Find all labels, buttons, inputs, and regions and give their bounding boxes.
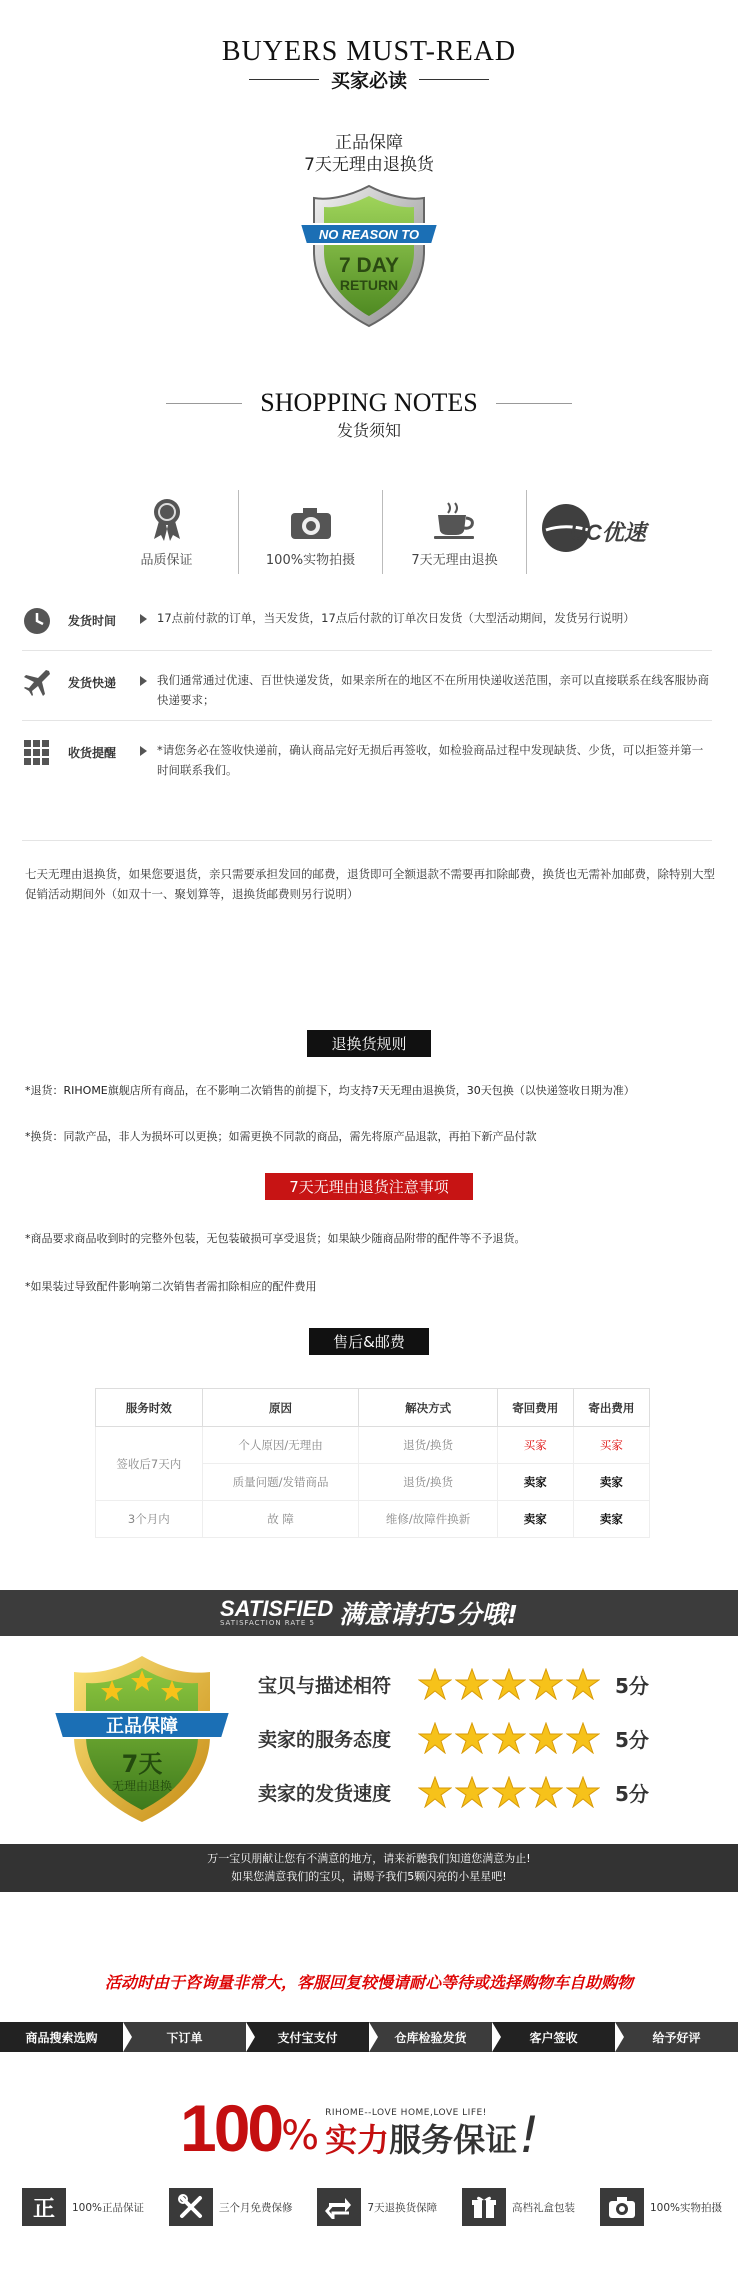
star-icon — [529, 1722, 563, 1754]
note-text: 我们通常通过优速、百世快递发货，如果亲所在的地区不在所用快递收送范围，亲可以直接联系在线客服协商快递要求； — [157, 673, 709, 707]
return-policy-paragraph: 七天无理由退换货，如果您要退货，亲只需要承担发回的邮费，退货即可全额退款不需要再扣除邮费，换货也无需补加邮费，除特别大型促销活动期间外（如双十一、聚划算等，退换货邮费则另行说明） — [25, 867, 715, 901]
rule-return: *退货：RIHOME旗舰店所有商品，在不影响二次销售的前提下，均支持7天无理由退换货，30天包换（以快递签收日期为准） — [25, 1084, 635, 1097]
divider-right — [496, 403, 572, 404]
promo-notice: 活动时由于咨询量非常大，客服回复较慢请耐心等待或选择购物车自助购物 — [104, 1973, 633, 1992]
satisfaction-note-2: 如果您满意我们的宝贝，请赐予我们5颗闪亮的小星星吧! — [231, 1870, 507, 1883]
exchange-icon — [317, 2188, 361, 2226]
table-cell: 退货/换货 — [359, 1464, 497, 1501]
step-review — [615, 2022, 738, 2052]
guarantee-item — [22, 2188, 144, 2226]
divider — [22, 840, 712, 841]
step-label: 客户签收 — [529, 2030, 578, 2045]
table-cell: 质量问题/发错商品 — [202, 1464, 359, 1501]
table-cell: 退货/换货 — [359, 1427, 497, 1464]
shield-banner-text: 正品保障 — [106, 1716, 178, 1737]
divider-left — [249, 79, 319, 80]
table-header: 解决方式 — [359, 1389, 497, 1427]
star-icon — [418, 1722, 452, 1754]
feature-label: 7天无理由退换 — [411, 553, 498, 568]
star-group — [418, 1668, 603, 1700]
chevron-right-icon — [492, 2022, 501, 2052]
rule-accessory: *如果装过导致配件影响第二次销售者需扣除相应的配件费用 — [25, 1280, 317, 1293]
star-icon — [455, 1722, 489, 1754]
guarantee-line-2: 7天无理由退换货 — [304, 155, 434, 175]
rating-row — [258, 1722, 658, 1754]
star-icon — [455, 1776, 489, 1808]
table-row — [96, 1427, 650, 1464]
shield-main-text: 7 DAY — [339, 254, 399, 277]
step-order — [123, 2022, 246, 2052]
divider — [22, 650, 712, 651]
chevron-right-icon — [369, 2022, 378, 2052]
zheng-glyph: 正 — [32, 2196, 55, 2222]
guarantee-label: 高档礼盒包装 — [512, 2201, 576, 2214]
star-icon — [566, 1722, 600, 1754]
camera-icon — [289, 505, 333, 541]
camera-icon — [600, 2188, 644, 2226]
strength-text — [325, 2122, 517, 2158]
shopping-notes-title-en: SHOPPING NOTES — [260, 388, 478, 417]
step-pay — [246, 2022, 369, 2052]
buyers-title-zh: 买家必读 — [330, 70, 407, 92]
award-ribbon-icon — [150, 497, 184, 541]
star-icon — [529, 1668, 563, 1700]
feature-photo — [239, 490, 383, 574]
satisfied-banner — [0, 1590, 738, 1636]
guarantee-label: 100%正品保证 — [72, 2201, 145, 2214]
table-cell: 卖家 — [497, 1501, 573, 1538]
guarantee-item — [462, 2188, 575, 2226]
divider-left — [166, 403, 242, 404]
step-ship — [369, 2022, 492, 2052]
step-label: 下订单 — [166, 2030, 203, 2045]
tools-icon — [169, 2188, 213, 2226]
chevron-right-icon — [123, 2022, 132, 2052]
feature-return — [383, 490, 527, 574]
note-arrow-icon — [140, 746, 147, 756]
table-cell: 卖家 — [573, 1464, 649, 1501]
rating-label: 宝贝与描述相符 — [258, 1674, 392, 1697]
star-icon — [566, 1776, 600, 1808]
step-label: 支付宝支付 — [277, 2030, 338, 2045]
step-receive — [492, 2022, 615, 2052]
clock-icon — [22, 606, 52, 636]
shield-sub-text: RETURN — [339, 277, 399, 293]
features-row — [95, 490, 670, 574]
quality-shield-icon — [52, 1650, 232, 1828]
airplane-icon — [22, 668, 52, 698]
chevron-right-icon — [246, 2022, 255, 2052]
guarantee-line-1: 正品保障 — [335, 133, 403, 153]
shopping-notes-title-zh: 发货须知 — [336, 421, 401, 440]
shield-banner-text: NO REASON TO — [318, 227, 420, 242]
note-arrow-icon — [140, 676, 147, 686]
table-cell-period: 3个月内 — [96, 1501, 203, 1538]
badge-notice-wrap — [0, 1173, 738, 1200]
satisfaction-note-bar — [0, 1844, 738, 1892]
table-header: 寄回费用 — [497, 1389, 573, 1427]
guarantee-item — [169, 2188, 293, 2226]
strength-text-black: 服务保证 — [389, 2121, 518, 2159]
strength-percent: % — [281, 2113, 320, 2159]
rule-exchange: *换货：同款产品，非人为损坏可以更换；如需更换不同款的商品，需先将原产品退款，再拍下新产品付款 — [25, 1130, 537, 1143]
badge-return-rules-wrap — [0, 1030, 738, 1057]
rating-label: 卖家的服务态度 — [258, 1728, 392, 1751]
star-group — [418, 1722, 603, 1754]
rating-row — [258, 1668, 658, 1700]
divider-right — [419, 79, 489, 80]
guarantee-item — [600, 2188, 722, 2226]
strength-tagline: RIHOME--LOVE HOME,LOVE LIFE! — [325, 2108, 487, 2118]
note-arrow-icon — [140, 614, 147, 624]
table-cell: 故 障 — [202, 1501, 359, 1538]
badge-notice: 7天无理由退货注意事项 — [265, 1173, 473, 1200]
satisfaction-note-1: 万一宝贝朋献让您有不满意的地方，请来祈聽我们知道您满意为止! — [207, 1852, 531, 1865]
badge-after-sales-wrap — [0, 1328, 738, 1355]
strength-text-red: 实力 — [325, 2121, 390, 2159]
star-icon — [492, 1776, 526, 1808]
rating-label: 卖家的发货速度 — [258, 1782, 392, 1805]
feature-label: 品质保证 — [140, 553, 193, 568]
star-icon — [566, 1668, 600, 1700]
star-icon — [455, 1668, 489, 1700]
rating-row — [258, 1776, 658, 1808]
fee-table — [95, 1388, 650, 1538]
satisfied-sub-en: SATISFACTION RATE 5 — [219, 1619, 316, 1627]
rating-score: 5分 — [615, 1673, 649, 1698]
guarantee-label: 100%实物拍摄 — [649, 2201, 722, 2214]
shield-sub-text: 无理由退换 — [111, 1779, 173, 1793]
purchase-steps — [0, 2022, 738, 2052]
divider — [22, 720, 712, 721]
rule-package: *商品要求商品收到时的完整外包装，无包装破损可享受退货；如果缺少随商品附带的配件等不予退货。 — [25, 1232, 526, 1245]
table-header-row — [96, 1389, 650, 1427]
badge-after-sales: 售后&邮费 — [309, 1328, 429, 1355]
table-cell: 维修/故障件换新 — [359, 1501, 497, 1538]
buyers-title-en: BUYERS MUST-READ — [221, 36, 517, 67]
note-title: 发货快递 — [68, 676, 117, 690]
table-row — [96, 1501, 650, 1538]
step-search — [0, 2022, 123, 2052]
star-icon — [418, 1668, 452, 1700]
note-text: *请您务必在签收快递前，确认商品完好无损后再签收，如检验商品过程中发现缺货、少货，可以拒签并第一时间联系我们。 — [157, 743, 704, 777]
rating-score: 5分 — [615, 1781, 649, 1806]
guarantee-row — [22, 2188, 722, 2226]
note-courier — [22, 668, 712, 710]
feature-uc-express — [527, 490, 670, 574]
star-icon — [529, 1776, 563, 1808]
step-label: 给予好评 — [652, 2030, 701, 2045]
table-header: 寄出费用 — [573, 1389, 649, 1427]
chevron-right-icon — [615, 2022, 624, 2052]
grid-icon — [22, 738, 52, 768]
step-label: 仓库检验发货 — [394, 2030, 467, 2045]
strength-banner — [180, 2091, 540, 2165]
table-header: 原因 — [202, 1389, 359, 1427]
coffee-cup-icon — [432, 501, 478, 541]
note-title: 收货提醒 — [68, 746, 117, 760]
table-cell: 买家 — [573, 1427, 649, 1464]
table-cell: 卖家 — [573, 1501, 649, 1538]
uc-logo-text: UC优速 — [569, 520, 646, 545]
gift-box-icon — [462, 2188, 506, 2226]
table-cell: 买家 — [497, 1427, 573, 1464]
guarantee-label: 7天退换货保障 — [367, 2201, 438, 2214]
note-ship-time — [22, 606, 712, 636]
badge-return-rules: 退换货规则 — [307, 1030, 430, 1057]
guarantee-label: 三个月免费保修 — [218, 2201, 293, 2214]
table-cell: 个人原因/无理由 — [202, 1427, 359, 1464]
note-title: 发货时间 — [68, 614, 117, 628]
star-icon — [492, 1668, 526, 1700]
feature-quality — [95, 490, 239, 574]
star-group — [418, 1776, 603, 1808]
star-icon — [492, 1722, 526, 1754]
table-cell-period: 签收后7天内 — [96, 1427, 203, 1501]
seven-day-return-shield-icon — [296, 180, 442, 330]
satisfied-en-block — [219, 1596, 334, 1627]
feature-label: 100%实物拍摄 — [265, 553, 356, 568]
rating-score: 5分 — [615, 1727, 649, 1752]
strength-exclamation: ! — [519, 2106, 540, 2164]
note-text: 17点前付款的订单，当天发货，17点后付款的订单次日发货（大型活动期间，发货另行说明） — [157, 611, 635, 625]
star-icon — [418, 1776, 452, 1808]
table-cell: 卖家 — [497, 1464, 573, 1501]
strength-text-block — [325, 2108, 517, 2158]
table-header: 服务时效 — [96, 1389, 203, 1427]
zheng-icon — [22, 2188, 66, 2226]
buyers-title-zh-row — [0, 66, 738, 93]
strength-number: 100 — [180, 2091, 282, 2165]
uc-express-logo — [540, 500, 658, 558]
satisfied-title-zh: 满意请打5分哦! — [339, 1600, 519, 1629]
shopping-notes-title-row — [0, 388, 738, 418]
note-receive — [22, 738, 712, 780]
satisfied-title-en: SATISFIED — [219, 1596, 334, 1621]
step-label: 商品搜索选购 — [25, 2030, 98, 2045]
shield-main-text: 7天 — [121, 1750, 163, 1778]
guarantee-item — [317, 2188, 437, 2226]
